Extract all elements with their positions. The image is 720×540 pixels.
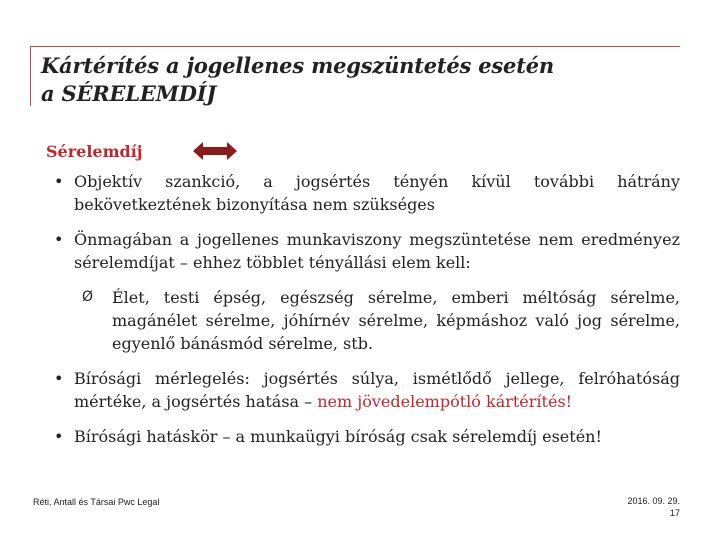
slide-title-line1: Kártérítés a jogellenes megszüntetés esetén: [41, 53, 554, 78]
bullet-marker: •: [54, 427, 64, 446]
arrow-bullet-icon: Ø: [82, 289, 94, 305]
footer-date: 2016. 09. 29.: [627, 496, 680, 506]
slide-title: [41, 52, 681, 108]
title-frame-top-line: [30, 46, 680, 47]
highlight-text: nem jövedelempótló kártérítés!: [317, 392, 573, 411]
slide-title-line2: a SÉRELEMDÍJ: [41, 81, 217, 106]
bullet-text: Bírósági mérlegelés: jogsértés súlya, ismétlődő jellege, felróhatóság mértéke, a jogsértés hatása –: [74, 369, 680, 411]
double-arrow-icon: [193, 140, 237, 162]
bullet-marker: •: [54, 230, 64, 249]
footer-company: Réti, Antall és Társai Pwc Legal: [33, 497, 160, 507]
subtitle-row: [46, 139, 143, 163]
bullet-text: Önmagában a jogellenes munkaviszony megszüntetése nem eredményez sérelemdíjat – ehhez többlet tényállási elem kell:: [74, 230, 680, 272]
bullet-item: [48, 425, 680, 448]
bullet-item: [48, 367, 680, 413]
title-frame-left-line: [30, 46, 31, 106]
footer-meta: [627, 495, 680, 519]
subtitle: Sérelemdíj: [46, 141, 143, 161]
bullet-marker: •: [54, 172, 64, 191]
bullet-text: Bírósági hatáskör – a munkaügyi bíróság csak sérelemdíj esetén!: [74, 427, 602, 446]
sub-bullet-item: [48, 286, 680, 355]
bullet-item: [48, 170, 680, 216]
bullet-text: Objektív szankció, a jogsértés tényén kívül további hátrány bekövetkeztének bizonyítása nem szükséges: [74, 172, 680, 214]
bullet-item: [48, 228, 680, 274]
page-number: 17: [669, 508, 680, 518]
slide-body: [48, 170, 680, 460]
bullet-marker: •: [54, 369, 64, 388]
sub-bullet-text: Élet, testi épség, egészség sérelme, emberi méltóság sérelme, magánélet sérelme, jóhírnév sérelme, képmáshoz való jog sérelme, egyenlő bánásmód sérelme, stb.: [112, 288, 680, 353]
